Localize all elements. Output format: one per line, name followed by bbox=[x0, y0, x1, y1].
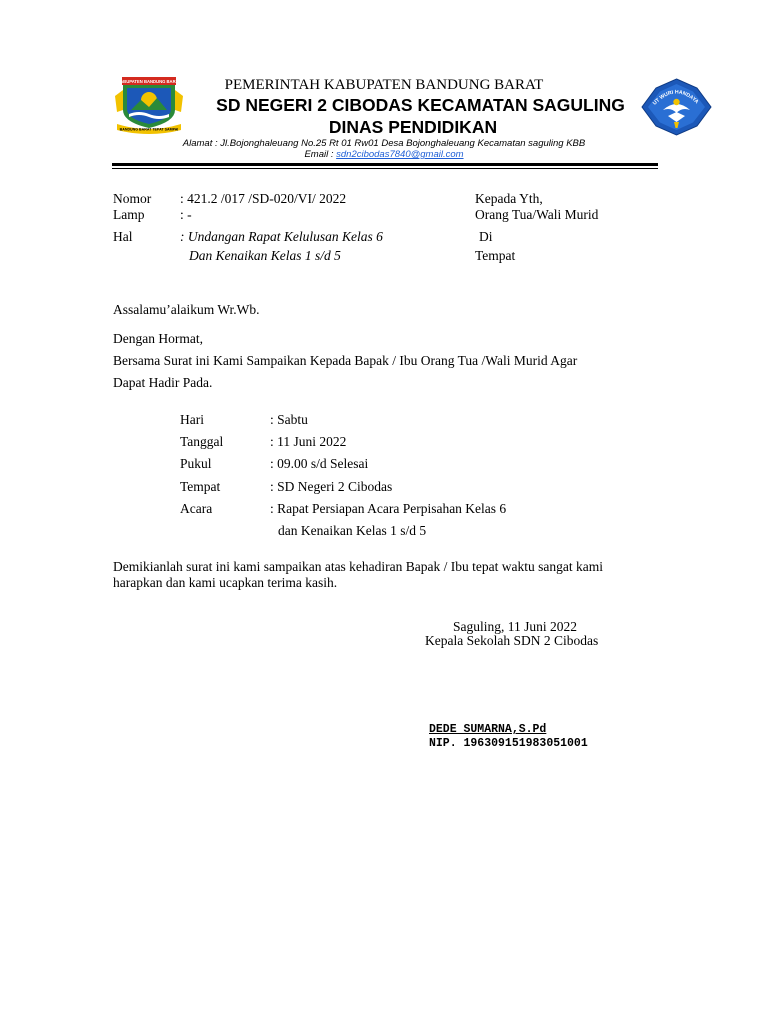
email-label: Email : bbox=[304, 149, 337, 160]
detail-label-acara: Acara bbox=[180, 501, 213, 516]
detail-value-tempat: : SD Negeri 2 Cibodas bbox=[270, 479, 393, 494]
closing-line-1: Demikianlah surat ini kami sampaikan atas kehadiran Bapak / Ibu tepat waktu sangat kami bbox=[113, 559, 603, 574]
school-name: SD NEGERI 2 CIBODAS KECAMATAN SAGULING bbox=[216, 95, 625, 115]
nomor-label: Nomor bbox=[113, 191, 152, 206]
detail-value-pukul: : 09.00 s/d Selesai bbox=[270, 456, 369, 471]
government-title: PEMERINTAH KABUPATEN BANDUNG BARAT bbox=[224, 77, 544, 93]
detail-acara-continuation: dan Kenaikan Kelas 1 s/d 5 bbox=[278, 523, 427, 538]
detail-label-tempat: Tempat bbox=[180, 479, 221, 494]
letterhead-rule-thick bbox=[112, 163, 658, 166]
department-name: DINAS PENDIDIKAN bbox=[328, 117, 498, 137]
salutation: Dengan Hormat, bbox=[113, 331, 203, 346]
greeting: Assalamu’alaikum Wr.Wb. bbox=[113, 302, 260, 317]
school-email-line bbox=[0, 149, 768, 160]
left-logo-banner-text: KABUPATEN BANDUNG BARAT bbox=[117, 79, 181, 84]
signatory-nip: NIP. 196309151983051001 bbox=[429, 737, 588, 750]
recipient-line-1: Kepada Yth, bbox=[475, 191, 543, 206]
closing-line-2: harapkan dan kami ucapkan terima kasih. bbox=[113, 575, 338, 590]
detail-value-acara: : Rapat Persiapan Acara Perpisahan Kelas 6 bbox=[270, 501, 507, 516]
detail-label-pukul: Pukul bbox=[180, 456, 212, 471]
letterhead-rule-thin bbox=[112, 168, 658, 169]
detail-label-tanggal: Tanggal bbox=[180, 434, 224, 449]
detail-value-hari: : Sabtu bbox=[270, 412, 308, 427]
hal-value-1: : Undangan Rapat Kelulusan Kelas 6 bbox=[180, 229, 383, 244]
detail-value-tanggal: : 11 Juni 2022 bbox=[270, 434, 347, 449]
recipient-line-4: Tempat bbox=[475, 248, 516, 263]
detail-label-hari: Hari bbox=[180, 412, 204, 427]
recipient-line-2: Orang Tua/Wali Murid bbox=[475, 207, 599, 222]
left-logo-motto-text: BANDUNG BARAT TEPAT SAMPAI bbox=[119, 127, 179, 132]
lamp-value: : - bbox=[180, 207, 192, 222]
right-logo-arc-text: UT WURI HANDAYA bbox=[651, 89, 700, 107]
intro-line-2: Dapat Hadir Pada. bbox=[113, 375, 213, 390]
email-link[interactable]: sdn2cibodas7840@gmail.com bbox=[336, 149, 464, 160]
signature-place-date: Saguling, 11 Juni 2022 bbox=[453, 619, 578, 634]
hal-value-2: Dan Kenaikan Kelas 1 s/d 5 bbox=[189, 248, 341, 263]
nomor-value: : 421.2 /017 /SD-020/VI/ 2022 bbox=[180, 191, 347, 206]
recipient-line-3: Di bbox=[479, 229, 493, 244]
signatory-name: DEDE SUMARNA,S.Pd bbox=[429, 723, 547, 736]
lamp-label: Lamp bbox=[113, 207, 145, 222]
signature-position: Kepala Sekolah SDN 2 Cibodas bbox=[425, 633, 599, 648]
intro-line-1: Bersama Surat ini Kami Sampaikan Kepada Bapak / Ibu Orang Tua /Wali Murid Agar bbox=[113, 353, 578, 368]
hal-label: Hal bbox=[113, 229, 133, 244]
school-address: Alamat : Jl.Bojonghaleuang No.25 Rt 01 Rw01 Desa Bojonghaleuang Kecamatan saguling KBB bbox=[182, 138, 586, 149]
